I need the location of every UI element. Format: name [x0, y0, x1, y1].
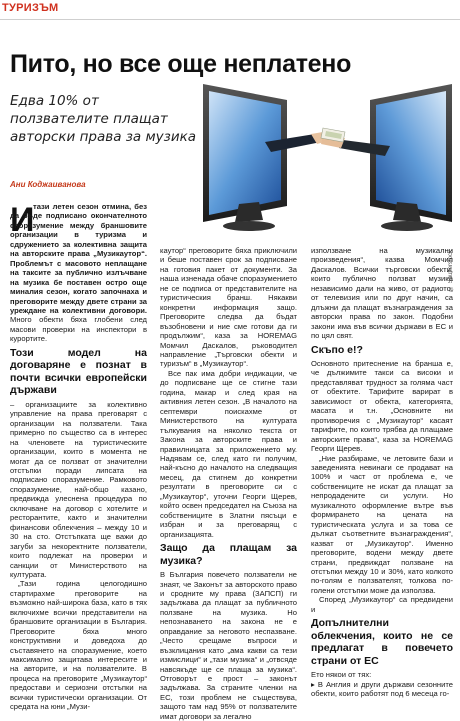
article-headline: Пито, но все още неплатено — [10, 50, 352, 78]
lead-text: тази летен сезон отмина, без да бъде подписано окончателното споразумение между браншовите организации в туризма и сдружението за колективна защита на авторските права „Музикаутор“. Проблемът с масовото неплащане на таксите за публично излъчване на музика бе поставен остро още миналия сезон, когато започнаха и преговорите между двете страни за уреждане на колективни договори. — [10, 202, 147, 315]
article-photo — [195, 80, 460, 235]
subheading-model: Този модел на договаряне е познат в почти всички европейски държави — [10, 346, 147, 397]
right-monitor — [370, 84, 452, 231]
article-byline: Ани Коджаиванова — [10, 180, 86, 189]
paragraph: Основното притеснение на бранша е, че дължимите такси са високи и представляват трудност за голяма част от обектите. Тарифите варират в зависимост от обекта, категорията, масата и т.н. „Основните ни противоречия с „Музикаутор“ касаят тарифите, по които трябва да плащаме авторските права“, каза за HOREMAG Георги Щерев. — [311, 359, 453, 454]
paragraph: – организациите за колективно управление на права преговарят с организации на ползватели. Така примерно по същество са в интерес на членовете на туристическите организации, които в момента не могат да се ползват от значителни отстъпки поради липсата на подписано споразумение. Рамковото споразумение, най-общо казано, предвижда улеснена процедура по сключване на договор с хотелите и ресторантите, както и значителни финансови облекчения – между 10 и 30 на сто. Отстъпката ще важи до загуби за некоректните ползватели, които подлежат на проверки и санкции от Министерството на културата. — [10, 399, 147, 579]
section-tag: ТУРИЗЪМ — [2, 2, 59, 14]
column-3 — [311, 246, 453, 699]
lead-tail: Много обекти бяха глобени след масови проверки на инспектори в курортите. — [10, 315, 147, 344]
subheading-why-pay: Защо да плащам за музика? — [160, 542, 297, 567]
paragraph: ▸ В Англия и други държави сезонните обекти, които работят под 6 месеца го- — [311, 679, 453, 699]
article-deck: Едва 10% от ползвателите плащат авторски права за музика — [10, 93, 197, 145]
drop-cap: И — [10, 201, 35, 239]
column-2 — [160, 246, 297, 721]
paragraph: каутор“ преговорите бяха приключили и беше поставен срок за подписване на готовия пакет от документи. За наша изненада обаче споразумението не се подписа от представителите на туристическия бранш. Някакви конкретни информация защо. Преговорите следва да бъдат възобновени и ние сме готови да ги продължим“, каза за HOREMAG Момчил Даскалов, ръководител направление „Търговски обекти и туризъм“ в „Музикаутор“. — [160, 246, 297, 369]
column-1 — [10, 202, 147, 712]
paragraph: В България повечето ползватели не знаят, че Законът за авторското право и сродните му права (ЗАПСП) ги задължава да плащат за публичното ползване на музика. Но непознаването на закона не е оправдание за неговото неспазване. „Често срещаме въпроси и възклицания като „ама какви са тези измислици“ и „тази музика“ и „отвсяде навсякъде ще се плаща за музика“. Отговорът е прост – законът задължава. За страните членки на ЕС, този проблем не съществува, защото там над 95% от ползвателите имат договори за легално — [160, 570, 297, 721]
paragraph: „Ние разбираме, че летовите бази и заведенията невинаги се продават на 100% и част от проблема е, че собствениците не искат да плащат за непродадените си услуги. Но музикалното оформление вътре във формирането на цената на туристическата услуга и за това се дължат съответните възнаграждения“, казват от „Музикаутор“. Именно преговорите, водени между двете страни, предвиждат ползване на отстъпки между 10 и 30%, като колкото по-голям е ползвателят, толкова по-голени отстъпки може да използва. — [311, 453, 453, 595]
header-rule — [0, 19, 460, 20]
photo-credit: © Shutterstock — [448, 250, 454, 292]
subheading-expensive: Скъпо е!? — [311, 343, 363, 356]
paragraph: Според „Музикаутор“ са предвидени и — [311, 595, 453, 614]
left-monitor — [203, 84, 287, 231]
section-header — [0, 0, 460, 28]
paragraph: Все пак има добри индикации, че до подписване ще се стигне тази година, макар и след края на активния летен сезон. „В началото на септември поискахме от Министерството на културата тълкувания на няколко текста от Закона за авторските права и правилницата за приложението му. Надявам се, след като ги получим, най-късно до началото на следващия месец, да стигнем до конкретни резултати в преговорите си с „Музикаутор“, уточни Георги Щерев, който освен председател на Съюза на собствениците в Златни пясъци е избран и за преговарящ с организацията. — [160, 368, 297, 539]
paragraph: Ето някои от тях: — [311, 670, 372, 680]
subheading-extra-relief: Допълнителни облекчения, които не се предлагат в повечето страни от ЕС — [311, 617, 453, 667]
paragraph: използване на музикални произведения“, казва Момчил Даскалов. Всички търговски обекти, които публично ползват музика независимо дали на живо, от радиото, от телевизия или по друг начин, са длъжни да плащат възнаграждения за авторски права по закон. Подобни закони има във всички държави в ЕС и по цял свят. — [311, 246, 453, 341]
lead-paragraph — [10, 202, 147, 344]
paragraph: „Тази година целогодишно стартирахме преговорите на възможно най-широка база, като в тях включихме всички представители на браншовите организации в България. Преговорите бяха много конструктивни и доведоха до съставянето на споразумение, което максимално защитава интересите и на авторите, и на ползвателите. В процеса на преговорите „Музикаутор“ предостави и сериозни отстъпки на всички туристически организации. От средата на юни „Музи- — [10, 579, 147, 712]
